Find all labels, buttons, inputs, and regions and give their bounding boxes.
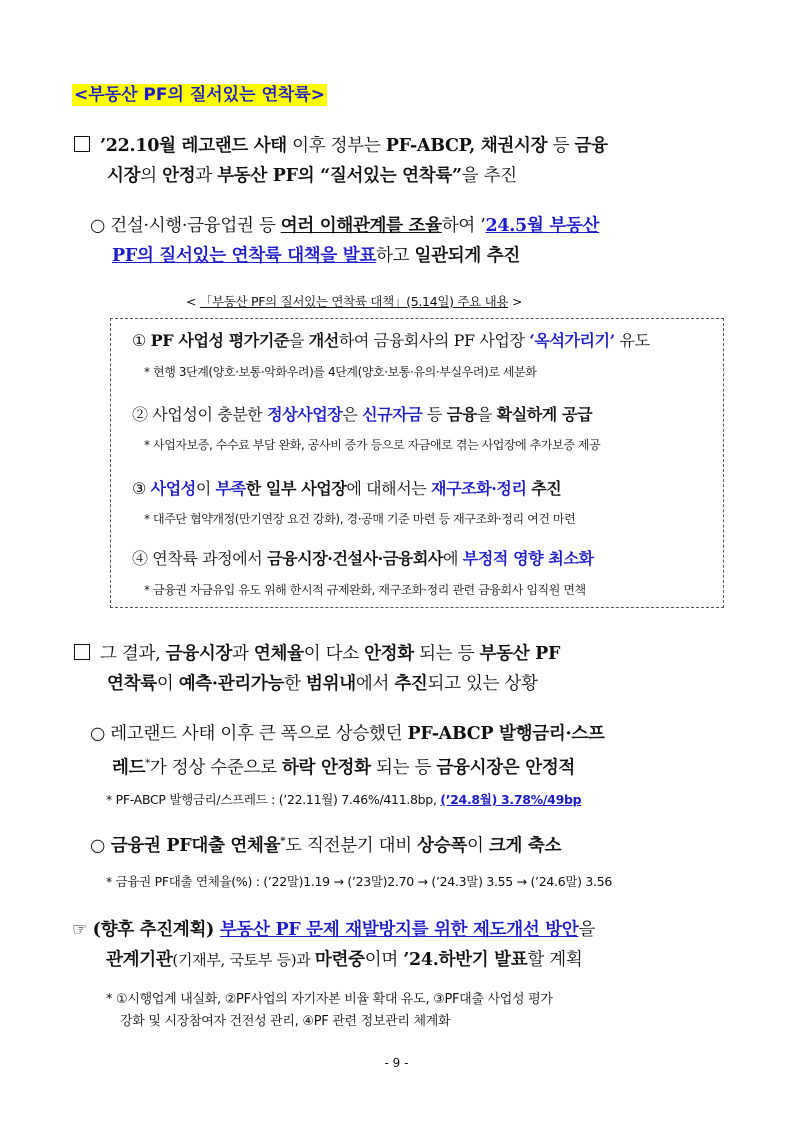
box-item-3: ③ 사업성이 부족한 일부 사업장에 대해서는 재구조화·정리 추진 xyxy=(132,479,562,498)
paragraph-s2b-line1: ○ 금융권 PF대출 연체율*도 직전분기 대비 상승폭이 크게 축소 xyxy=(90,835,562,856)
note-pf-delinquency: * 금융권 PF대출 연체율(%) : (’22말)1.19 → (’23말)2.70 → (’24.3말) 3.55 → (’24.6말) 3.56 xyxy=(106,874,613,889)
section-title: <부동산 PF의 질서있는 연착륙> xyxy=(74,85,325,105)
box-item-1: ① PF 사업성 평가기준을 개선하여 금융회사의 PF 사업장 ‘옥석가리기’ 유도 xyxy=(132,331,650,350)
box-item-4: ④ 연착륙 과정에서 금융시장·건설사·금융회사에 부정적 영향 최소화 xyxy=(132,549,594,568)
box-caption: < 「부동산 PF의 질서있는 연착륙 대책」(5.14일) 주요 내용 > xyxy=(186,294,523,309)
box-note-2: * 사업자보증, 수수료 부담 완화, 공사비 증가 등으로 자금애로 겪는 사업장에 추가보증 제공 xyxy=(144,438,601,452)
paragraph-s1a-line2: PF의 질서있는 연착륙 대책을 발표하고 일관되게 추진 xyxy=(112,246,520,266)
circle-bullet-icon: ○ xyxy=(90,724,111,744)
page-number: - 9 - xyxy=(384,1056,409,1070)
note-future-plan-2: 강화 및 시장참여자 건전성 관리, ④PF 관련 정보관리 체계화 xyxy=(120,1014,451,1029)
circle-bullet-icon: ○ xyxy=(90,835,111,856)
paragraph-s2a-line1: ○ 레고랜드 사태 이후 큰 폭으로 상승했던 PF-ABCP 발행금리·스프 xyxy=(90,724,605,744)
paragraph-s1-line1: ’22.10월 레고랜드 사태 이후 정부는 PF-ABCP, 채권시장 등 금융 xyxy=(74,130,608,162)
paragraph-s2-line1: 그 결과, 금융시장과 연체율이 다소 안정화 되는 등 부동산 PF xyxy=(74,638,560,670)
paragraph-s3-line2: 관계기관(기재부, 국토부 등)과 마련중이며 ’24.하반기 발표할 계획 xyxy=(106,950,583,970)
paragraph-s2a-line2: 레드*가 정상 수준으로 하락 안정화 되는 등 금융시장은 안정적 xyxy=(112,757,576,778)
box-note-3: * 대주단 협약개정(만기연장 요건 강화), 경·공매 기준 마련 등 재구조화·정리 여건 마련 xyxy=(144,512,576,526)
circle-bullet-icon: ○ xyxy=(90,216,111,236)
paragraph-s1-line2: 시장의 안정과 부동산 PF의 “질서있는 연착륙”을 추진 xyxy=(107,166,517,186)
paragraph-s2-line2: 연착륙이 예측·관리가능한 범위내에서 추진되고 있는 상황 xyxy=(107,674,538,694)
box-note-4: * 금융권 자금유입 유도 위해 한시적 규제완화, 재구조화·정리 관련 금융회사 임직원 면책 xyxy=(144,583,586,597)
checkbox-bullet-icon xyxy=(74,644,90,660)
pointing-hand-icon: ☞ xyxy=(72,920,93,940)
paragraph-s1a-line1: ○ 건설·시행·금융업권 등 여러 이해관계를 조율하여 ’24.5월 부동산 xyxy=(90,216,600,236)
box-note-1: * 현행 3단계(양호·보통·악화우려)를 4단계(양호·보통·유의·부실우려)로 세분화 xyxy=(144,365,537,379)
checkbox-bullet-icon xyxy=(74,136,90,152)
paragraph-s3-line1: ☞ (향후 추진계획) 부동산 PF 문제 재발방지를 위한 제도개선 방안을 xyxy=(72,920,596,940)
note-abcp-rates: * PF-ABCP 발행금리/스프레드 : (’22.11월) 7.46%/411.8bp, (’24.8월) 3.78%/49bp xyxy=(106,792,582,807)
note-future-plan-1: * ①시행업계 내실화, ②PF사업의 자기자본 비율 확대 유도, ③PF대출 사업성 평가 xyxy=(106,992,553,1007)
box-item-2: ② 사업성이 충분한 정상사업장은 신규자금 등 금융을 확실하게 공급 xyxy=(132,405,593,424)
